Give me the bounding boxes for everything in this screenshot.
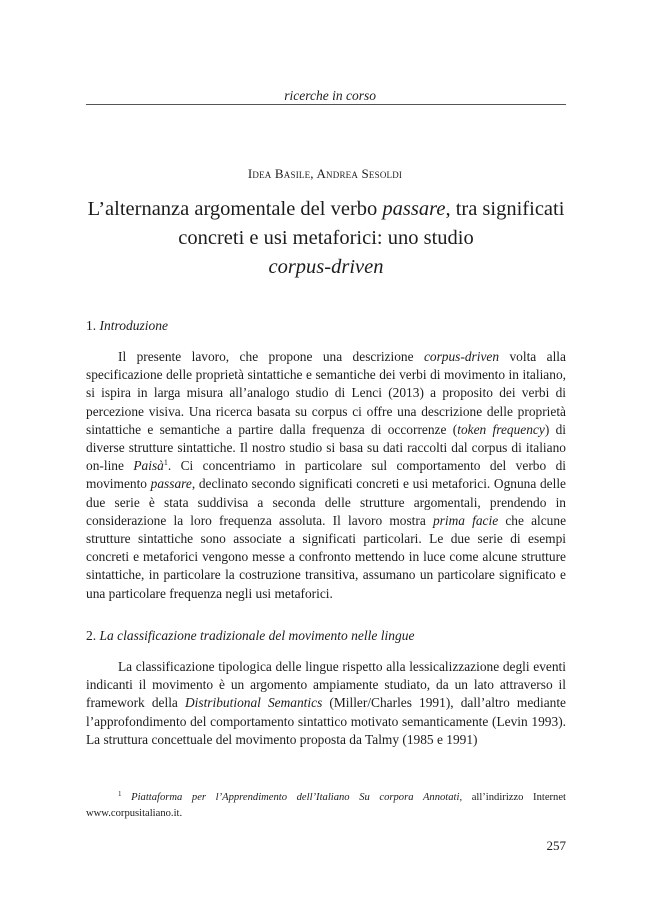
- authors: Idea Basile, Andrea Sesoldi: [247, 166, 403, 181]
- paragraph-classification: La classificazione tipologica delle lingue rispetto alla lessicalizzazione degli eventi indicanti il movimento è un argomento ampiamente studiato, da un lato attraverso il framework della Distributional Semantics (Miller/Charles 1991), dall’altro mediante l’approfondimento del comportamento sintattico motivato semanticamente (Levin 1993). La struttura concettuale del movimento proposta da Talmy (1985 e 1991): [86, 659, 566, 747]
- section-title: Introduzione: [99, 318, 168, 333]
- section-heading-1: [86, 318, 566, 334]
- section-number: 1.: [86, 318, 100, 333]
- running-head: ricerche in corso: [284, 88, 376, 103]
- title-part-1: L’alternanza argomentale del verbo: [87, 198, 383, 220]
- page-number: 257: [546, 838, 566, 853]
- footnote-number: 1: [118, 790, 122, 798]
- paragraph-introduction: Il presente lavoro, che propone una descrizione corpus-driven volta alla specificazione delle proprietà sintattiche e semantiche dei verbi di movimento in italiano, si ispira in larga misura all’analogo studio di Lenci (2013) a proposito dei verbi di percezione visiva. Una ricerca basata su corpus ci offre una descrizione delle proprietà sintattiche e semantiche a partire dalla frequenza di occorrenze (token frequency) di diverse strutture sintattiche. Il nostro studio si basa su dati raccolti dal corpus di italiano on-line Paisà$^1$. Ci concentriamo in particolare sul comportamento del verbo di movimento passare, declinato secondo significati concreti e usi metaforici. Ognuna delle due serie è stata suddivisa a seconda delle strutture argomentali, prendendo in considerazione la loro frequenza assoluta. Il lavoro mostra prima facie che alcune strutture sintattiche sono associate a significati particolari. Le due serie di esempi concreti e metaforici vengono messe a confronto mettendo in luce come alcune strutture sintattiche, in particolare la costruzione transitiva, assumano un particolare significato e una particolare frequenza negli usi metaforici.: [86, 349, 567, 601]
- footnote: $^1$ Piattaforma per l’Apprendimento dell’Italiano Su corpora Annotati, all’indirizzo Internet www.corpusitaliano.it.: [86, 790, 567, 819]
- footnote-ref: 1: [163, 458, 168, 468]
- title-part-2: , tra significati concreti e usi metaforici: uno studio: [178, 198, 565, 249]
- title-part-3: corpus-driven: [268, 256, 384, 278]
- section-heading-2: [86, 628, 566, 644]
- header-rule: [86, 104, 566, 105]
- section-number: 2.: [86, 628, 100, 643]
- title-verb: passare: [382, 198, 446, 220]
- section-title: La classificazione tradizionale del movimento nelle lingue: [99, 628, 415, 643]
- article-title: [86, 195, 566, 282]
